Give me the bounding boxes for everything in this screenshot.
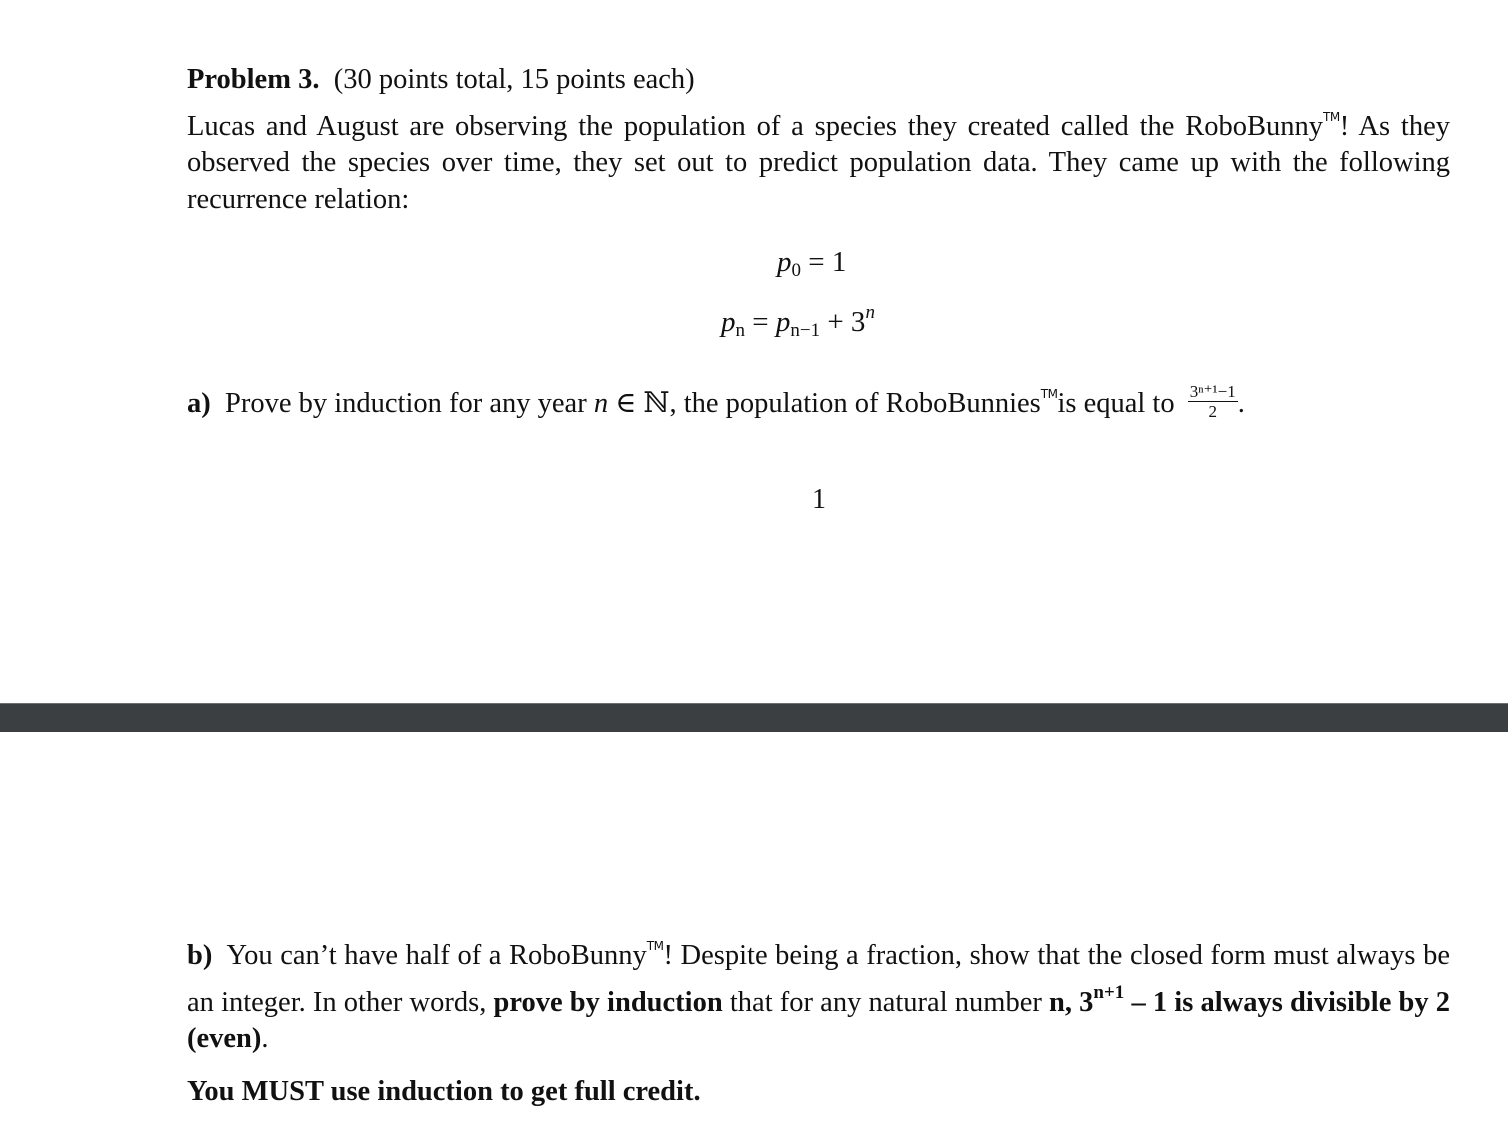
closed-form-fraction: $\frac{\text{3ⁿ⁺¹−1}}{2}$: [1189, 381, 1236, 421]
document-page-bottom: [0, 732, 1508, 1122]
part-b-label: b): [187, 940, 213, 971]
page-number: 1: [812, 484, 826, 515]
page-divider: [0, 703, 1508, 732]
equation-base-case: $p_0 = 1$: [777, 246, 847, 281]
part-b: b) You can’t have half of a RoboBunny™! Despite being a fraction, show that the closed form must always be an integer. In other words, prove by induction that for any natural number n, $3^{n+1} - 1$ is always divisible by 2 (even).: [187, 939, 1451, 1054]
intro-text-1: Lucas and August are observing the population of a species they created called the RoboBunny: [187, 110, 1323, 142]
part-a: a) Prove by induction for any year n ∈ ℕ, the population of RoboBunnies™is equal to $\frac{\text{3ⁿ⁺¹−1}}{2}$ .: [187, 381, 1245, 421]
trademark-mark: TM: [1040, 387, 1058, 401]
problem-intro: [187, 62, 1450, 218]
trademark-mark: TM: [646, 939, 664, 953]
problem-title: Problem 3.: [187, 64, 320, 95]
equation-recurrence: $p_n = p_{n-1} + 3^n$: [721, 302, 875, 341]
intro-text-2: ! As they observed the species over time, they set out to predict population data. They came up with the following recurrence relation:: [187, 110, 1450, 215]
problem-points: (30 points total, 15 points each): [333, 64, 695, 95]
full-credit-note: You MUST use induction to get full credit.: [187, 1076, 701, 1107]
trademark-mark: TM: [1323, 109, 1340, 124]
part-a-label: a): [187, 388, 211, 419]
